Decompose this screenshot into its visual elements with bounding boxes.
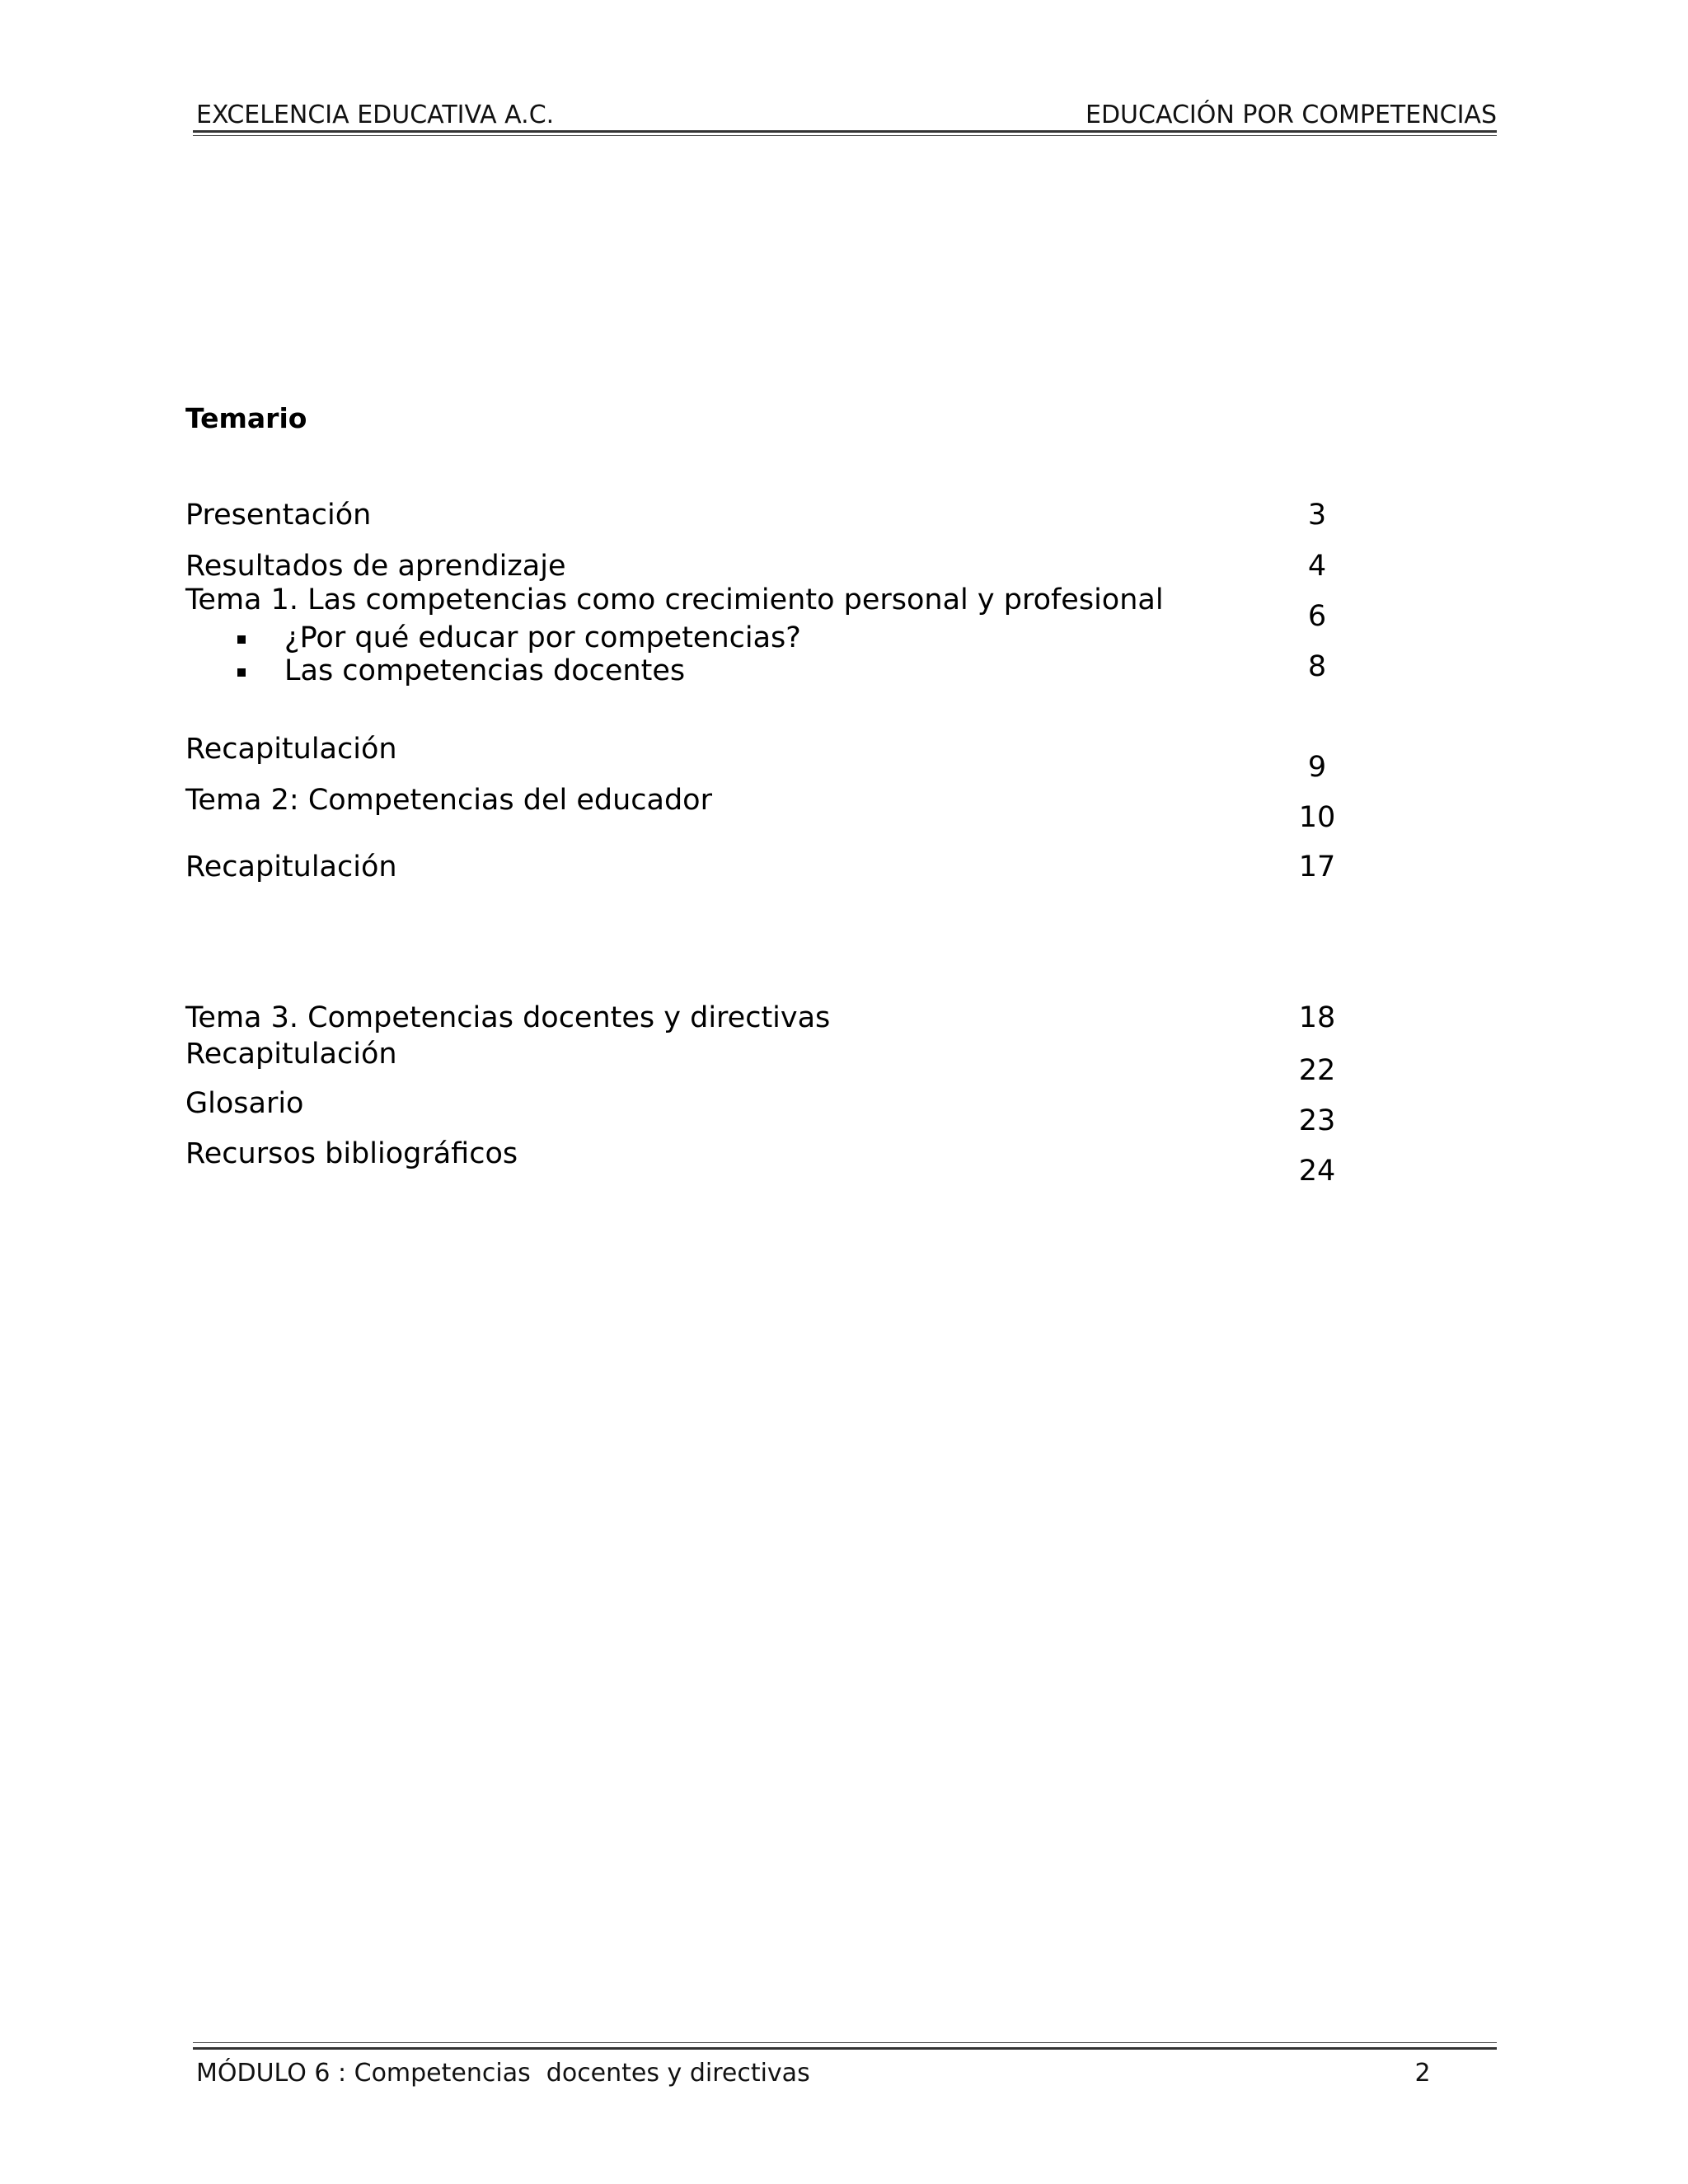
toc-entry-recapitulacion-1: Recapitulación bbox=[185, 733, 397, 766]
toc-entry-recursos: Recursos bibliográficos bbox=[185, 1137, 518, 1170]
toc-entry-resultados: Resultados de aprendizaje bbox=[185, 550, 566, 583]
toc-page-por-que: 8 bbox=[1307, 650, 1327, 683]
toc-entry-tema-1: Tema 1. Las competencias como crecimiento personal y profesional bbox=[185, 583, 1164, 616]
toc-page-resultados: 4 bbox=[1307, 550, 1327, 583]
toc-entry-tema-2: Tema 2: Competencias del educador bbox=[185, 784, 712, 817]
toc-entry-tema-3: Tema 3. Competencias docentes y directivas bbox=[185, 1001, 831, 1034]
toc-title: Temario bbox=[185, 402, 307, 434]
toc-entry-glosario: Glosario bbox=[185, 1087, 304, 1120]
toc-entry-recapitulacion-3: Recapitulación bbox=[185, 1038, 397, 1071]
bullet-marker bbox=[237, 635, 246, 644]
page-footer bbox=[193, 2042, 1497, 2100]
toc-page-recapitulacion-2: 17 bbox=[1298, 851, 1336, 883]
header-organization: EXCELENCIA EDUCATIVA A.C. bbox=[196, 101, 555, 129]
footer-page-number: 2 bbox=[1414, 2059, 1431, 2088]
footer-module-title: MÓDULO 6 : Competencias docentes y directivas bbox=[196, 2059, 810, 2088]
toc-page-recapitulacion-1: 9 bbox=[1307, 751, 1327, 784]
toc-entry-presentacion: Presentación bbox=[185, 499, 372, 532]
toc-page-tema-3: 18 bbox=[1298, 1001, 1336, 1034]
header-course-title: EDUCACIÓN POR COMPETENCIAS bbox=[1085, 101, 1497, 129]
toc-page-recapitulacion-3: 22 bbox=[1298, 1054, 1336, 1087]
toc-subentry-competencias-docentes: Las competencias docentes bbox=[284, 654, 686, 687]
header-rule-thin bbox=[193, 135, 1497, 136]
header-rule-thick bbox=[193, 130, 1497, 133]
toc-page-glosario: 23 bbox=[1298, 1104, 1336, 1137]
toc-page-tema-1: 6 bbox=[1307, 600, 1327, 633]
toc-entry-recapitulacion-2: Recapitulación bbox=[185, 851, 397, 883]
toc-subentry-por-que: ¿Por qué educar por competencias? bbox=[284, 621, 801, 654]
toc-page-tema-2: 10 bbox=[1298, 801, 1336, 834]
toc-page-presentacion: 3 bbox=[1307, 499, 1327, 532]
bullet-marker bbox=[237, 668, 246, 677]
toc-page-recursos: 24 bbox=[1298, 1155, 1336, 1188]
footer-rule-thin bbox=[193, 2042, 1497, 2043]
footer-rule-thick bbox=[193, 2047, 1497, 2050]
page-header bbox=[193, 97, 1497, 137]
